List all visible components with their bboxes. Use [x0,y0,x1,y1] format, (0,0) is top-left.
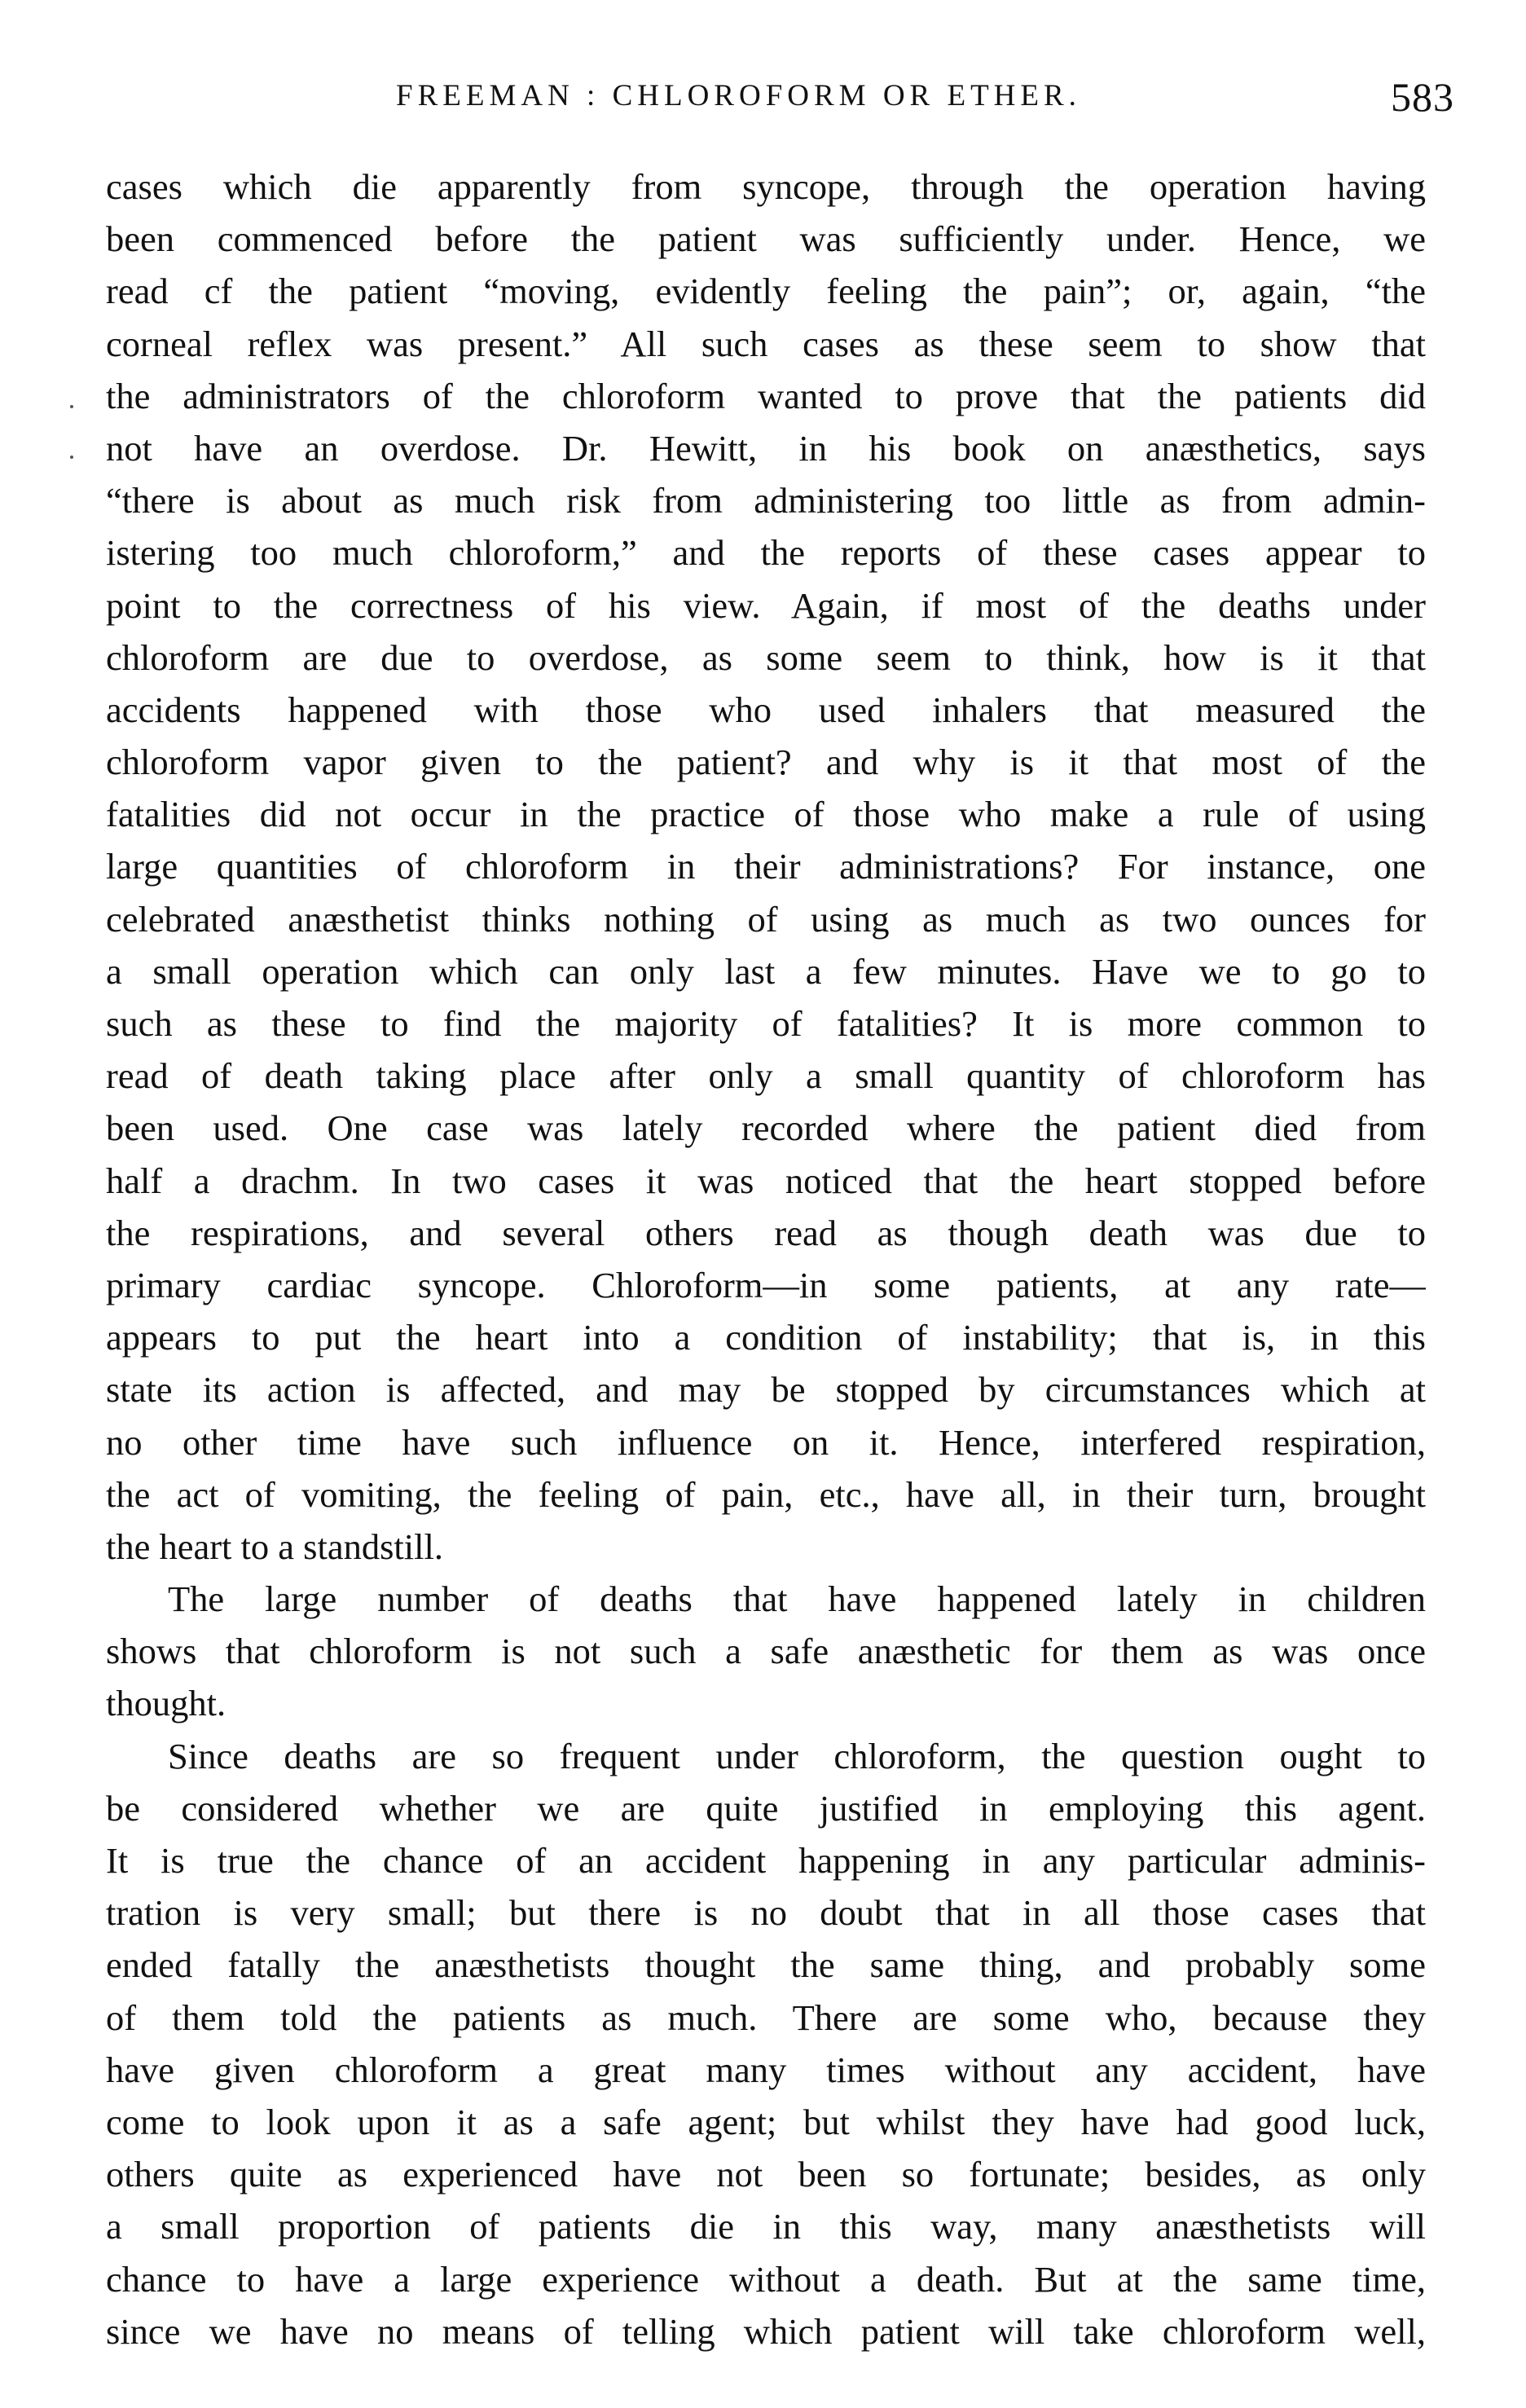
text-line: of them told the patients as much. There are some who, because they [106,1996,1426,2038]
text-line: celebrated anæsthetist thinks nothing of using as much as two ounces for [106,898,1426,940]
paragraph-1 [106,161,1426,1573]
text-line: a small operation which can only last a few minutes. Have we to go to [106,950,1426,992]
text-line: chloroform vapor given to the patient? and why is it that most of the [106,742,1426,783]
text-line: tration is very small; but there is no doubt that in all those cases that [106,1892,1426,1934]
text-line: ended fatally the anæsthetists thought the same thing, and probably some [106,1944,1426,1986]
text-line: a small proportion of patients die in this way, many anæsthetists will [106,2206,1426,2247]
text-line: It is true the chance of an accident happening in any particular adminis- [106,1840,1426,1881]
text-line: shows that chloroform is not such a safe anæsthetic for them as was once [106,1631,1426,1672]
margin-mark [70,456,73,459]
text-line: chloroform are due to overdose, as some seem to think, how is it that [106,636,1426,678]
text-line: be considered whether we are quite justified in employing this agent. [106,1787,1426,1829]
text-line: Since deaths are so frequent under chloroform, the question ought to [168,1735,1426,1776]
paragraph-2 [106,1573,1426,1730]
text-line: the heart to a standstill. [106,1525,443,1567]
text-line: chance to have a large experience without a death. But at the same time, [106,2258,1426,2300]
text-line: such as these to find the majority of fatalities? It is more common to [106,1003,1426,1044]
text-line: thought. [106,1683,226,1724]
text-line: half a drachm. In two cases it was noticed that the heart stopped before [106,1160,1426,1201]
text-line: The large number of deaths that have happened lately in children [168,1578,1426,1620]
text-line: accidents happened with those who used inhalers that measured the [106,689,1426,730]
text-line: have given chloroform a great many times without any accident, have [106,2049,1426,2090]
text-line: point to the correctness of his view. Again, if most of the deaths under [106,584,1426,626]
text-line: been commenced before the patient was sufficiently under. Hence, we [106,218,1426,260]
text-line: been used. One case was lately recorded where the patient died from [106,1107,1426,1149]
text-line: large quantities of chloroform in their administrations? For instance, one [106,846,1426,887]
text-line: no other time have such influence on it. Hence, interfered respiration, [106,1421,1426,1463]
text-line: corneal reflex was present.” All such cases as these seem to show that [106,323,1426,364]
running-header [0,74,1526,135]
text-line: appears to put the heart into a condition of instability; that is, in this [106,1317,1426,1358]
text-line: come to look upon it as a safe agent; but whilst they have had good luck, [106,2101,1426,2142]
text-line: state its action is affected, and may be stopped by circumstances which at [106,1369,1426,1411]
text-line: others quite as experienced have not been so fortunate; besides, as only [106,2154,1426,2195]
text-line: since we have no means of telling which patient will take chloroform well, [106,2310,1426,2352]
text-line: primary cardiac syncope. Chloroform—in some patients, at any rate— [106,1264,1426,1305]
text-line: cases which die apparently from syncope, through the operation having [106,166,1426,207]
text-line: not have an overdose. Dr. Hewitt, in his book on anæsthetics, says [106,427,1426,469]
text-line: the respirations, and several others read as though death was due to [106,1212,1426,1253]
text-line: the act of vomiting, the feeling of pain, etc., have all, in their turn, brought [106,1473,1426,1515]
margin-mark [70,405,73,408]
text-line: the administrators of the chloroform wanted to prove that the patients did [106,375,1426,416]
body-text [106,161,1426,2357]
page-number: 583 [1391,74,1454,120]
paragraph-3 [106,1730,1426,2357]
text-line: fatalities did not occur in the practice of those who make a rule of using [106,794,1426,835]
text-line: “there is about as much risk from administering too little as from admin- [106,480,1426,522]
running-title: FREEMAN : CHLOROFORM OR ETHER. [396,79,1081,112]
text-line: read of death taking place after only a small quantity of chloroform has [106,1055,1426,1097]
text-line: istering too much chloroform,” and the reports of these cases appear to [106,532,1426,574]
text-line: read cf the patient “moving, evidently feeling the pain”; or, again, “the [106,271,1426,312]
